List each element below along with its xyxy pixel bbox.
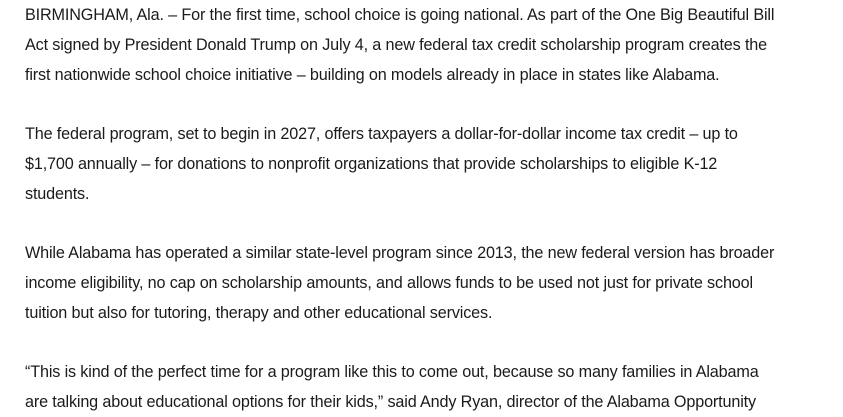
article-paragraph [25, 357, 837, 417]
paragraph-line: are talking about educational options for their kids,” said Andy Ryan, director of the Alabama Opportunity [25, 393, 756, 411]
paragraph-line: Act signed by President Donald Trump on July 4, a new federal tax credit scholarship program creates the [25, 36, 768, 54]
paragraph-line: first nationwide school choice initiative – building on models already in place in states like Alabama. [25, 66, 720, 84]
article-paragraph [25, 238, 837, 328]
paragraph-line: $1,700 annually – for donations to nonprofit organizations that provide scholarships to eligible K-12 [25, 155, 718, 173]
article-body [25, 0, 837, 417]
paragraph-line: tuition but also for tutoring, therapy and other educational services. [25, 304, 493, 322]
article-paragraph [25, 119, 837, 209]
paragraph-line: The federal program, set to begin in 2027, offers taxpayers a dollar-for-dollar income tax credit – up to [25, 125, 738, 143]
paragraph-line: “This is kind of the perfect time for a program like this to come out, because so many families in Alabama [25, 363, 759, 381]
paragraph-line: income eligibility, no cap on scholarship amounts, and allows funds to be used not just for private school [25, 274, 753, 292]
article-paragraph [25, 0, 837, 90]
paragraph-line: While Alabama has operated a similar state-level program since 2013, the new federal version has broader [25, 244, 775, 262]
paragraph-line: students. [25, 185, 90, 203]
paragraph-line: BIRMINGHAM, Ala. – For the first time, school choice is going national. As part of the One Big Beautiful Bill [25, 6, 775, 24]
